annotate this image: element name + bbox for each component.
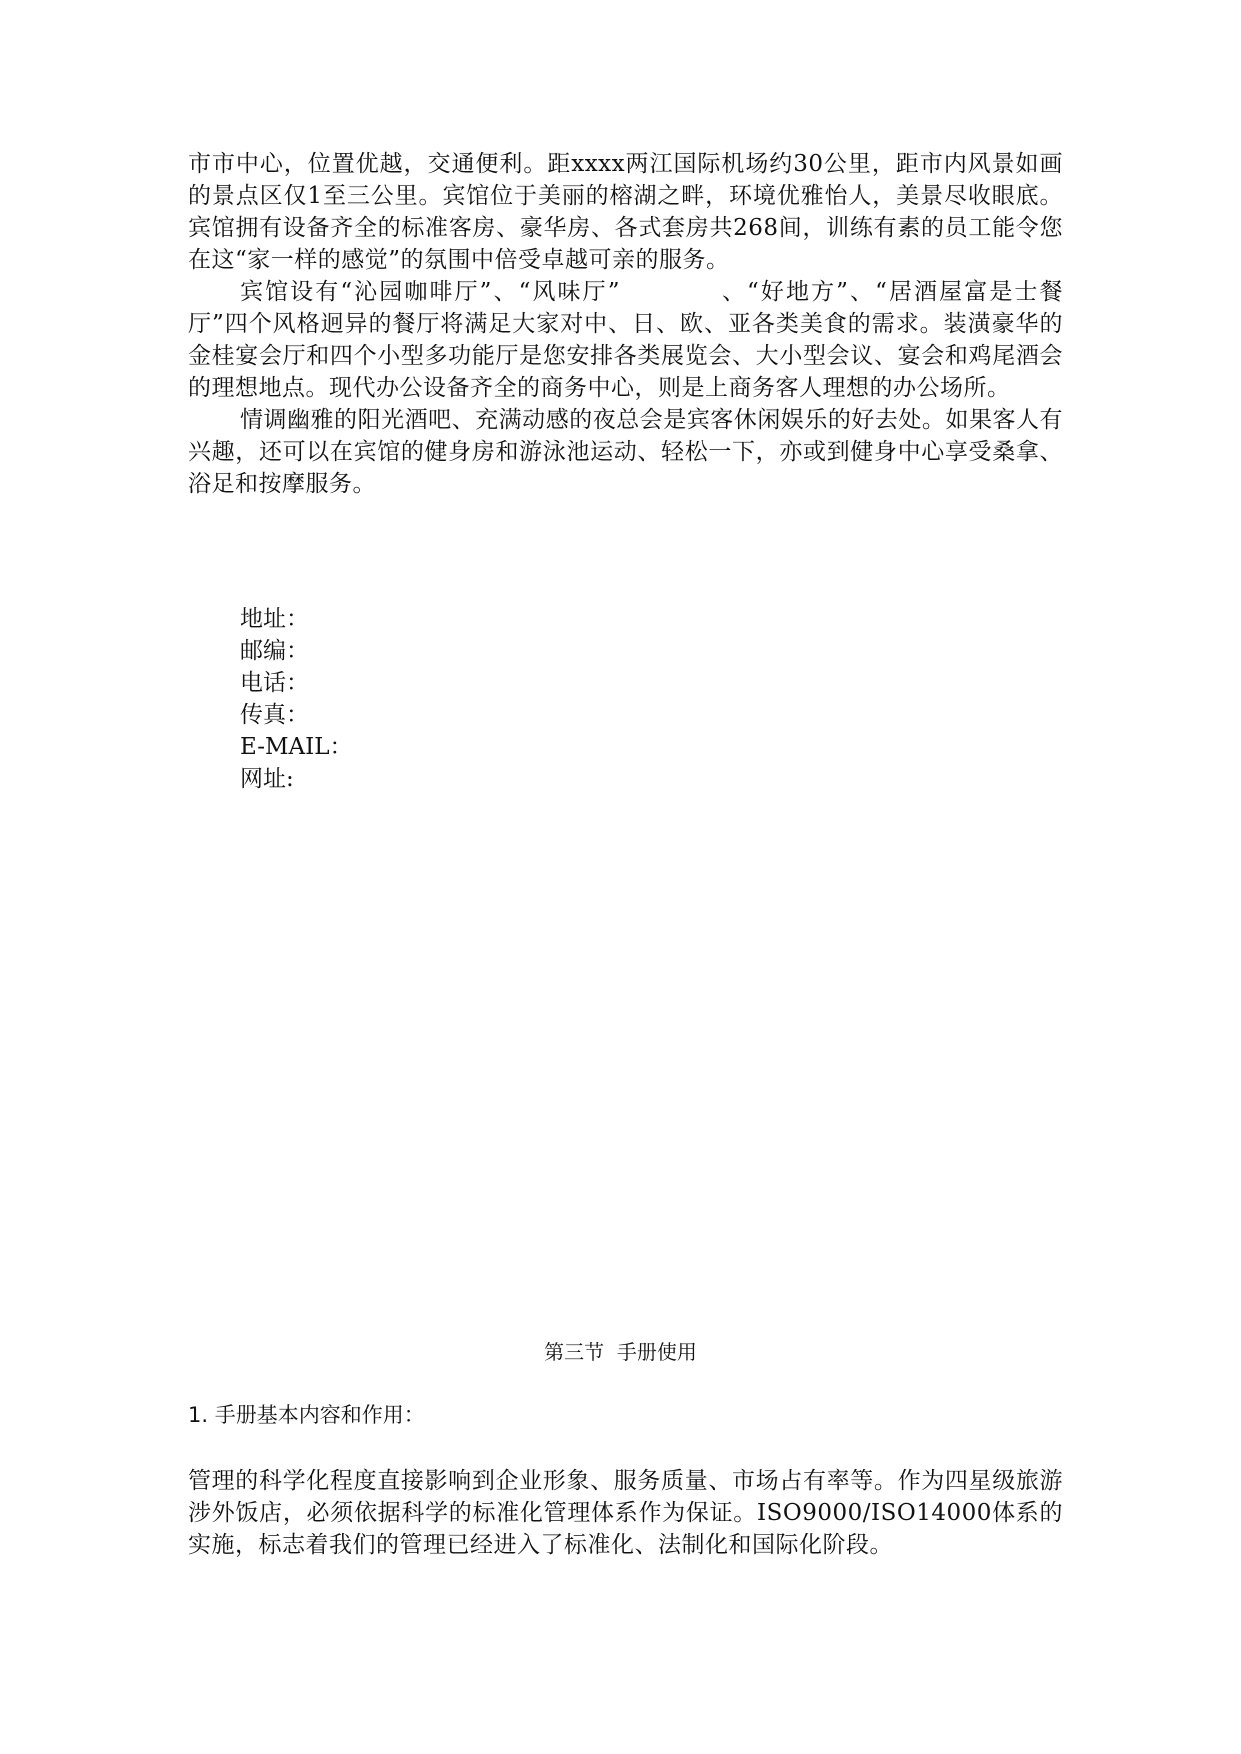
contact-postcode-label: 邮编： <box>240 638 309 664</box>
intro-paragraph-location: 市市中心，位置优越，交通便利。距xxxx两江国际机场约30公里，距市内风景如画的景点区仅1至三公里。宾馆位于美丽的榕湖之畔，环境优雅怡人，美景尽收眼底。宾馆拥有设备齐全的标准客房、豪华房、各式套房共268间，训练有素的员工能令您在这“家一样的感觉”的氛围中倍受卓越可亲的服务。 <box>188 151 1063 273</box>
intro-paragraph-leisure: 情调幽雅的阳光酒吧、充满动感的夜总会是宾客休闲娱乐的好去处。如果客人有兴趣，还可以在宾馆的健身房和游泳池运动、轻松一下，亦或到健身中心享受桑拿、浴足和按摩服务。 <box>188 407 1063 497</box>
section-subheading: 1. 手册基本内容和作用： <box>188 1403 425 1427</box>
intro-paragraph-dining: 宾馆设有“沁园咖啡厅”、“风味厅” 、“好地方”、“居酒屋富是士餐厅”四个风格迥异的餐厅将满足大家对中、日、欧、亚各类美食的需求。装潢豪华的金桂宴会厅和四个小型多功能厅是您安排各类展览会、大小型会议、宴会和鸡尾酒会的理想地点。现代办公设备齐全的商务中心，则是上商务客人理想的办公场所。 <box>188 279 1063 401</box>
section-body-paragraph: 管理的科学化程度直接影响到企业形象、服务质量、市场占有率等。作为四星级旅游涉外饭店，必须依据科学的标准化管理体系作为保证。ISO9000/ISO14000体系的实施，标志着我们的管理已经进入了标准化、法制化和国际化阶段。 <box>188 1468 1063 1558</box>
contact-address-label: 地址： <box>240 606 309 632</box>
contact-info <box>240 603 740 795</box>
contact-email-label: E-MAIL： <box>240 734 353 760</box>
contact-website-label: 网址: <box>240 766 294 792</box>
hotel-introduction <box>188 148 1063 500</box>
contact-fax-label: 传真： <box>240 702 309 728</box>
contact-phone-label: 电话： <box>240 670 309 696</box>
section-title: 第三节 手册使用 <box>544 1340 697 1364</box>
